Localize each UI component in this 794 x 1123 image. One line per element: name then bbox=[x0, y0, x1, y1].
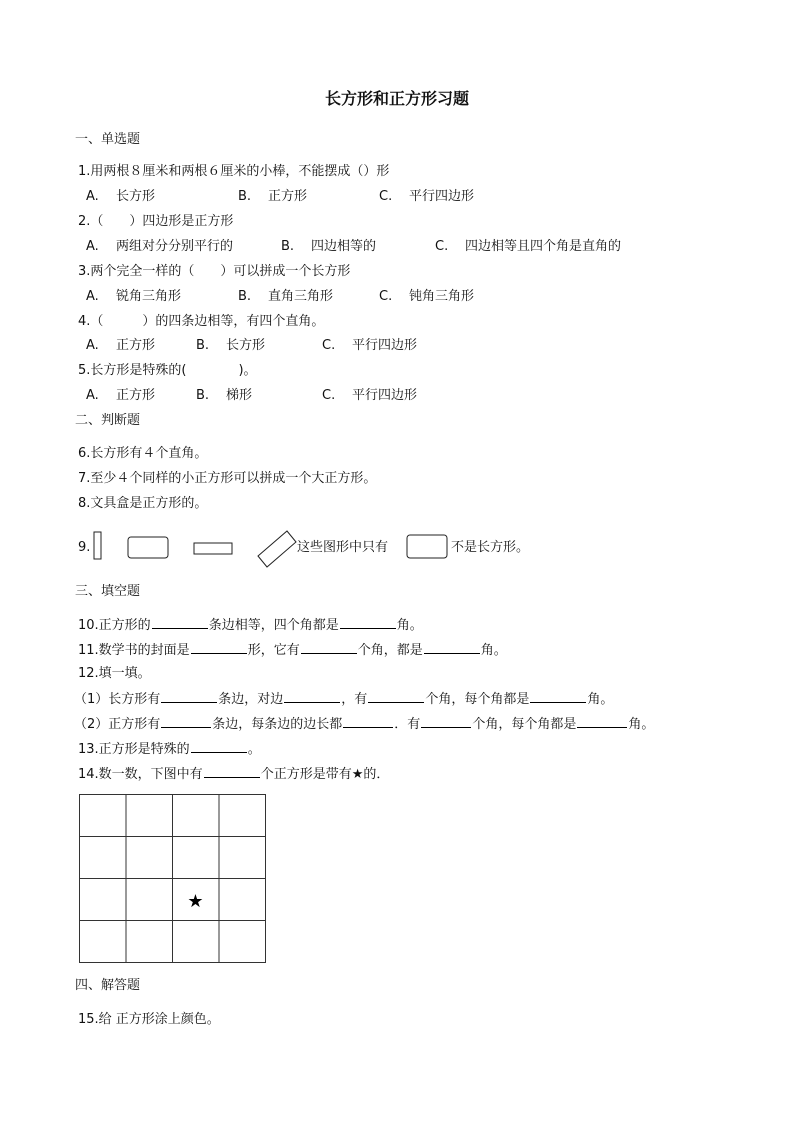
question-2: 2.（ ）四边形是正方形 bbox=[78, 214, 234, 229]
answer-blank[interactable] bbox=[424, 641, 480, 654]
answer-blank[interactable] bbox=[204, 765, 260, 778]
answer-blank[interactable] bbox=[421, 715, 471, 728]
question-12-part-1: （1）长方形有 条边，对边 ，有 个角，每个角都是 角。 bbox=[74, 692, 614, 707]
question-11: 11.数学书的封面是 形，它有 个角，都是 角。 bbox=[78, 643, 507, 658]
question-7: 7.至少４个同样的小正方形可以拼成一个大正方形。 bbox=[78, 471, 377, 486]
q1-option-b: B. 正方形 bbox=[238, 189, 308, 204]
q5-option-a: A. 正方形 bbox=[86, 388, 156, 403]
q4-option-a: A. 正方形 bbox=[86, 338, 156, 353]
q4-option-b: B. 长方形 bbox=[196, 338, 266, 353]
question-9-end-text: 不是长方形。 bbox=[451, 540, 530, 555]
question-6: 6.长方形有４个直角。 bbox=[78, 446, 208, 461]
question-3: 3.两个完全一样的（ ）可以拼成一个长方形 bbox=[78, 264, 351, 279]
q5-option-b: B. 梯形 bbox=[196, 388, 253, 403]
answer-blank[interactable] bbox=[530, 690, 586, 703]
square-grid-figure bbox=[78, 793, 268, 965]
answer-blank[interactable] bbox=[161, 690, 217, 703]
shape-rounded-rectangle-answer bbox=[405, 533, 451, 561]
star-icon: ★ bbox=[187, 891, 204, 912]
section-heading-answer: 四、解答题 bbox=[75, 978, 141, 993]
q2-option-a: A. 两组对分分别平行的 bbox=[86, 239, 234, 254]
answer-blank[interactable] bbox=[191, 641, 247, 654]
q3-option-b: B. 直角三角形 bbox=[238, 289, 334, 304]
answer-blank[interactable] bbox=[161, 715, 211, 728]
answer-blank[interactable] bbox=[343, 715, 393, 728]
question-9-middle-text: 这些图形中只有 bbox=[297, 540, 389, 555]
q1-option-a: A. 长方形 bbox=[86, 189, 156, 204]
shape-flat-rectangle bbox=[192, 541, 236, 557]
question-4: 4.（ ）的四条边相等，有四个直角。 bbox=[78, 314, 325, 329]
shape-tilted-rectangle bbox=[254, 527, 300, 571]
answer-blank[interactable] bbox=[191, 740, 247, 753]
question-9-number: 9. bbox=[78, 540, 91, 555]
question-10: 10.正方形的 条边相等，四个角都是 角。 bbox=[78, 618, 423, 633]
q3-option-c: C. 钝角三角形 bbox=[379, 289, 475, 304]
question-5: 5.长方形是特殊的( )。 bbox=[78, 363, 257, 378]
q4-option-c: C. 平行四边形 bbox=[322, 338, 418, 353]
section-heading-single-choice: 一、单选题 bbox=[75, 132, 141, 147]
shape-rounded-rectangle bbox=[126, 535, 172, 561]
answer-blank[interactable] bbox=[340, 616, 396, 629]
page-title: 长方形和正方形习题 bbox=[324, 89, 469, 108]
answer-blank[interactable] bbox=[577, 715, 627, 728]
question-15: 15.给 正方形涂上颜色。 bbox=[78, 1012, 220, 1027]
question-13: 13.正方形是特殊的 。 bbox=[78, 742, 261, 757]
answer-blank[interactable] bbox=[301, 641, 357, 654]
section-heading-true-false: 二、判断题 bbox=[75, 413, 141, 428]
answer-blank[interactable] bbox=[368, 690, 424, 703]
answer-blank[interactable] bbox=[284, 690, 340, 703]
shape-tall-rectangle bbox=[92, 530, 104, 562]
q3-option-a: A. 锐角三角形 bbox=[86, 289, 182, 304]
answer-blank[interactable] bbox=[152, 616, 208, 629]
question-14: 14.数一数，下图中有 个正方形是带有★的． bbox=[78, 767, 390, 782]
q2-option-b: B. 四边相等的 bbox=[281, 239, 377, 254]
question-8: 8.文具盒是正方形的。 bbox=[78, 496, 208, 511]
question-1: 1.用两根８厘米和两根６厘米的小棒，不能摆成（）形 bbox=[78, 164, 390, 179]
section-heading-fill-blank: 三、填空题 bbox=[75, 584, 141, 599]
question-12-part-2: （2）正方形有 条边，每条边的边长都 ．有 个角，每个角都是 角。 bbox=[74, 717, 655, 732]
q2-option-c: C. 四边相等且四个角是直角的 bbox=[435, 239, 622, 254]
question-12: 12.填一填。 bbox=[78, 666, 151, 681]
q5-option-c: C. 平行四边形 bbox=[322, 388, 418, 403]
q1-option-c: C. 平行四边形 bbox=[379, 189, 475, 204]
